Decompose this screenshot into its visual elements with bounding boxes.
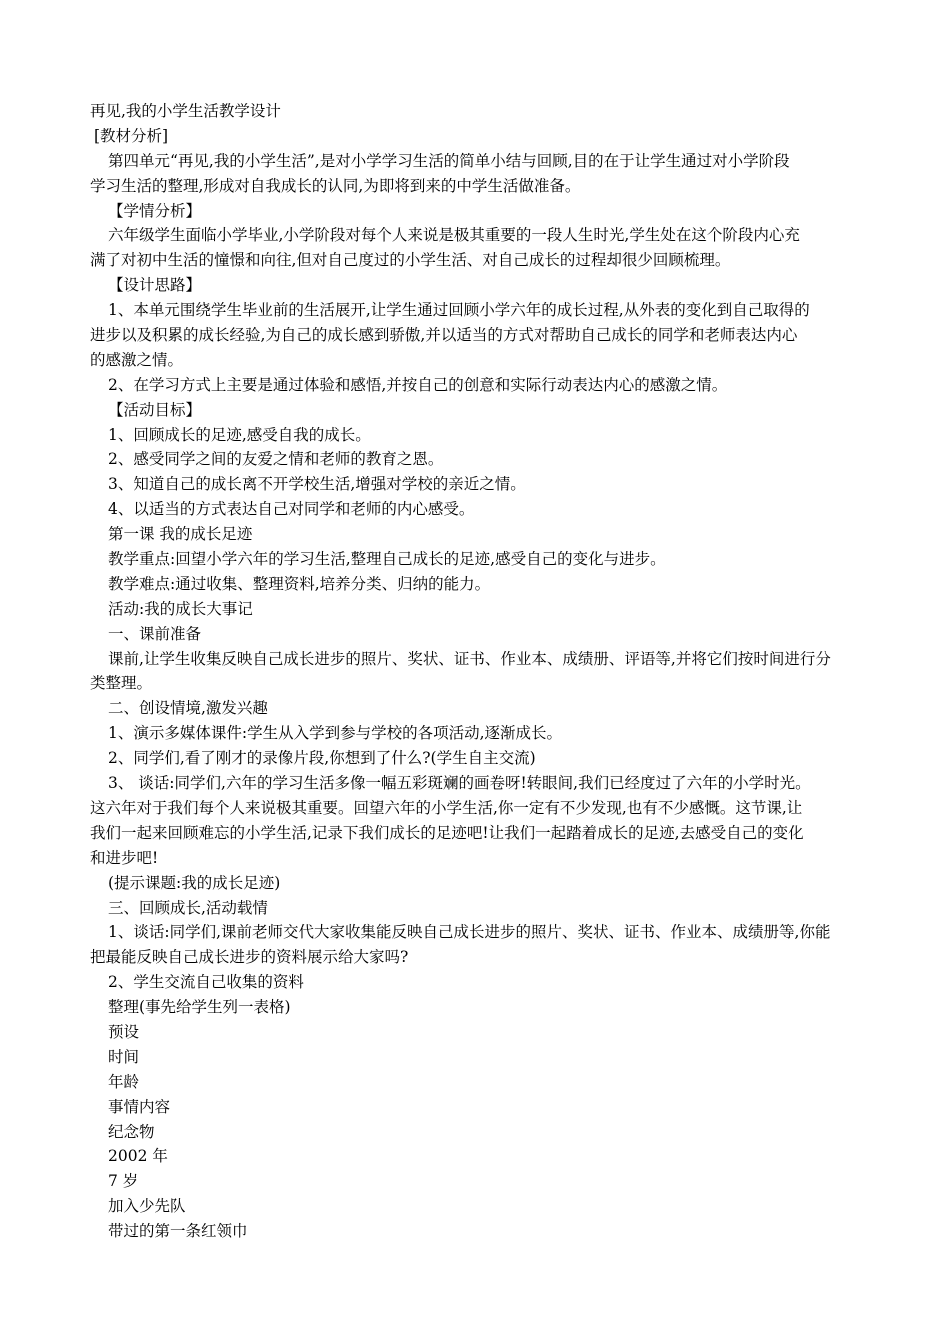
paragraph-line: 第四单元“再见,我的小学生活”,是对小学学习生活的简单小结与回顾,目的在于让学生通过对小学阶段 [108, 151, 790, 170]
table-cell: 年龄 [108, 1072, 140, 1091]
paragraph-line: 六年级学生面临小学毕业,小学阶段对每个人来说是极其重要的一段人生时光,学生处在这个阶段内心充 [108, 226, 800, 245]
table-cell: 时间 [108, 1047, 140, 1066]
section-heading-design: 【设计思路】 [108, 276, 202, 295]
paragraph-line: 课前,让学生收集反映自己成长进步的照片、奖状、证书、作业本、成绩册、评语等,并将它们按时间进行分 [108, 649, 831, 668]
table-cell: 7 岁 [108, 1172, 139, 1191]
paragraph-line: 1、本单元围绕学生毕业前的生活展开,让学生通过回顾小学六年的成长过程,从外表的变化到自己取得的 [108, 301, 810, 320]
table-cell: 纪念物 [108, 1122, 155, 1141]
paragraph-line: 我们一起来回顾难忘的小学生活,记录下我们成长的足迹吧!让我们一起踏着成长的足迹,去感受自己的变化 [90, 823, 804, 842]
paragraph-line: 学习生活的整理,形成对自我成长的认同,为即将到来的中学生活做准备。 [90, 176, 581, 195]
paragraph-line: 满了对初中生活的憧憬和向往,但对自己度过的小学生活、对自己成长的过程却很少回顾梳理。 [90, 251, 731, 270]
table-cell: 带过的第一条红领巾 [108, 1222, 248, 1241]
table-cell: 事情内容 [108, 1097, 171, 1116]
document-title: 再见,我的小学生活教学设计 [90, 102, 281, 120]
goal-item: 4、以适当的方式表达自己对同学和老师的内心感受。 [108, 500, 475, 519]
paragraph-line: 这六年对于我们每个人来说极其重要。回望六年的小学生活,你一定有不少发现,也有不少感慨。这节课,让 [90, 798, 803, 817]
paragraph-line: 进步以及积累的成长经验,为自己的成长感到骄傲,并以适当的方式对帮助自己成长的同学和老师表达内心 [90, 326, 798, 345]
lesson-key-point: 教学重点:回望小学六年的学习生活,整理自己成长的足迹,感受自己的变化与进步。 [108, 550, 666, 569]
step-item: 1、演示多媒体课件:学生从入学到参与学校的各项活动,逐渐成长。 [108, 724, 563, 743]
table-cell: 2002 年 [108, 1147, 168, 1166]
lesson-difficulty: 教学难点:通过收集、整理资料,培养分类、归纳的能力。 [108, 574, 491, 593]
goal-item: 3、知道自己的成长离不开学校生活,增强对学校的亲近之情。 [108, 475, 526, 494]
paragraph-line: 2、在学习方式上主要是通过体验和感悟,并按自己的创意和实际行动表达内心的感激之情。 [108, 375, 728, 394]
topic-hint: (提示课题:我的成长足迹) [108, 873, 281, 892]
paragraph-line: 3、 谈话:同学们,六年的学习生活多像一幅五彩斑斓的画卷呀!转眼间,我们已经度过了六年的小学时光。 [108, 774, 811, 793]
lesson-activity: 活动:我的成长大事记 [108, 599, 253, 618]
section-heading-student: 【学情分析】 [108, 201, 202, 220]
step-item: 2、同学们,看了刚才的录像片段,你想到了什么?(学生自主交流) [108, 749, 536, 768]
step-heading-situation: 二、创设情境,激发兴趣 [108, 699, 268, 718]
table-intro: 整理(事先给学生列一表格) [108, 998, 291, 1017]
lesson-title: 第一课 我的成长足迹 [108, 525, 253, 544]
paragraph-line: 类整理。 [90, 674, 153, 693]
paragraph-line: 和进步吧! [90, 848, 159, 867]
goal-item: 1、回顾成长的足迹,感受自我的成长。 [108, 425, 371, 444]
table-cell: 加入少先队 [108, 1197, 186, 1216]
step-heading-review: 三、回顾成长,活动载情 [108, 898, 268, 917]
paragraph-line: 的感激之情。 [90, 350, 184, 369]
document-body [90, 99, 862, 1244]
paragraph-line: 把最能反映自己成长进步的资料展示给大家吗? [90, 948, 409, 967]
paragraph-line: 1、谈话:同学们,课前老师交代大家收集能反映自己成长进步的照片、奖状、证书、作业本、成绩册等,你能 [108, 923, 831, 942]
goal-item: 2、感受同学之间的友爱之情和老师的教育之恩。 [108, 450, 444, 469]
table-cell: 预设 [108, 1022, 140, 1041]
step-heading-prep: 一、课前准备 [108, 624, 202, 643]
section-heading-goals: 【活动目标】 [108, 400, 202, 419]
step-item: 2、学生交流自己收集的资料 [108, 973, 304, 992]
section-heading-material: [教材分析] [94, 126, 169, 145]
